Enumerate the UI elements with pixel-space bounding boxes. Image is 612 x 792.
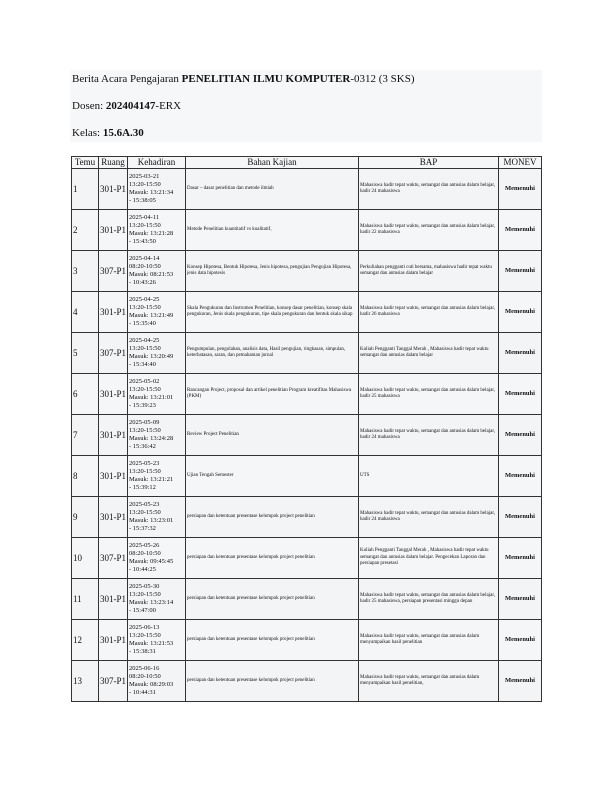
cell-bap: Mahasiswa hadir tepat waktu, semangat dan antusias dalam belajar, hadir 22 mahasiswa [359, 210, 499, 251]
attendance-checkin: Masuk: 08:21:53 [129, 271, 174, 278]
attendance-schedule: 13:20-15:50 [129, 304, 161, 311]
table-row [72, 497, 542, 538]
cell-bahan-kajian: persiapan dan ketentuan presentase kelompok project penelitian [186, 538, 359, 579]
cell-ruang: 301-P1 [99, 415, 128, 456]
cell-bahan-kajian: Review Project Penelitian [186, 415, 359, 456]
cell-ruang: 301-P1 [99, 456, 128, 497]
attendance-schedule: 13:20-15:50 [129, 632, 161, 639]
attendance-checkin: Masuk: 13:21:49 [129, 312, 174, 319]
cell-temu: 8 [72, 456, 99, 497]
col-header-ruang: Ruang [99, 157, 128, 169]
col-header-kehadiran: Kehadiran [128, 157, 186, 169]
cell-bahan-kajian: Metode Penelitian kuantitatif vs kualitatif, [186, 210, 359, 251]
cell-bap: Kuliah Pengganti Tanggal Merah , Mahasiswa hadir tepat waktu semangat dan antusias dalam belajar. Pengecekan Laporan dan persiapan presetasi [359, 538, 499, 579]
course-name: PENELITIAN ILMU KOMPUTER [181, 73, 351, 85]
course-code: -0312 (3 SKS) [350, 73, 415, 85]
attendance-checkout: - 15:39:23 [129, 402, 156, 409]
cell-ruang: 307-P1 [99, 661, 128, 702]
cell-bap: Mahasiswa hadir tepat waktu, semangat dan antusias dalam belajar, hadir 25 mahasiswa, persiapan presentasi minggu depan [359, 579, 499, 620]
class-value: 15.6A.30 [102, 127, 144, 139]
cell-temu: 7 [72, 415, 99, 456]
attendance-schedule: 13:20-15:50 [129, 509, 161, 516]
attendance-schedule: 13:20-15:50 [129, 386, 161, 393]
attendance-date: 2025-05-02 [129, 378, 160, 385]
cell-kehadiran [128, 210, 186, 251]
cell-temu: 3 [72, 251, 99, 292]
attendance-schedule: 08:20-10:50 [129, 550, 161, 557]
table-row [72, 538, 542, 579]
cell-bahan-kajian: persiapan dan ketentuan presentase kelompok project penelitian [186, 497, 359, 538]
attendance-date: 2025-03-21 [129, 173, 160, 180]
cell-bahan-kajian: Skala Pengukuran dan Instrumen Penelitian, konsep dasar penelitian, konsep skala pengukuran, Jenis skala pengukuran, tipe skala pengukuran dan bentuk skala sikap [186, 292, 359, 333]
lecturer-id: 202404147 [105, 100, 156, 112]
attendance-checkout: - 10:43:26 [129, 279, 156, 286]
attendance-checkout: - 15:34:40 [129, 361, 156, 368]
cell-bap: Mahasiswa hadir tepat waktu, semangat dan antusias dalam belajar, hadir 24 mahasiswa [359, 415, 499, 456]
table-row [72, 579, 542, 620]
lecturer-label: Dosen: [72, 100, 106, 112]
attendance-checkout: - 15:43:50 [129, 238, 156, 245]
cell-bahan-kajian: Rancangan Project, proposal dan artikel penelitian Program kreatifitas Mahasiswa (PKM) [186, 374, 359, 415]
attendance-date: 2025-05-23 [129, 460, 160, 467]
lecturer-line [72, 100, 181, 112]
class-label: Kelas: [72, 127, 103, 139]
attendance-schedule: 08:20-10:50 [129, 263, 161, 270]
attendance-date: 2025-04-25 [129, 296, 160, 303]
cell-bap: Mahasiswa hadir tepat waktu, semangat dan antusias dalam belajar, hadir 24 mahasiswa [359, 497, 499, 538]
cell-ruang: 307-P1 [99, 251, 128, 292]
cell-monev: Memenuhi [499, 251, 542, 292]
document-header [70, 70, 542, 142]
cell-bap: Perkuliahan pengganti cuti bersama, mahasiswa hadir tepat waktu semangat dan antusias dalam belajar [359, 251, 499, 292]
attendance-checkin: Masuk: 08:29:03 [129, 681, 174, 688]
attendance-date: 2025-05-09 [129, 419, 160, 426]
course-title-line [72, 73, 415, 85]
col-header-bap: BAP [359, 157, 499, 169]
table-row [72, 415, 542, 456]
table-row [72, 251, 542, 292]
attendance-checkout: - 15:38:31 [129, 648, 156, 655]
cell-monev: Memenuhi [499, 620, 542, 661]
cell-bahan-kajian: persiapan dan ketentuan presentase kelompok project penelitian [186, 620, 359, 661]
cell-ruang: 301-P1 [99, 210, 128, 251]
attendance-schedule: 13:20-15:50 [129, 591, 161, 598]
cell-bahan-kajian: Dasar – dasar penelitian dan metode ilmiah [186, 169, 359, 210]
cell-ruang: 301-P1 [99, 292, 128, 333]
cell-bahan-kajian: persiapan dan ketentuan presentase kelompok project penelitian [186, 579, 359, 620]
cell-temu: 10 [72, 538, 99, 579]
cell-bap: Kuliah Pengganti Tanggal Merah , Mahasiswa hadir tepat waktu semangat dan antusias dalam belajar [359, 333, 499, 374]
cell-temu: 4 [72, 292, 99, 333]
cell-ruang: 301-P1 [99, 497, 128, 538]
cell-ruang: 307-P1 [99, 538, 128, 579]
table-row [72, 661, 542, 702]
attendance-schedule: 13:20-15:50 [129, 427, 161, 434]
cell-bap: UTS [359, 456, 499, 497]
cell-kehadiran [128, 538, 186, 579]
col-header-temu: Temu [72, 157, 99, 169]
attendance-schedule: 13:20-15:50 [129, 345, 161, 352]
col-header-monev: MONEV [499, 157, 542, 169]
cell-kehadiran [128, 661, 186, 702]
col-header-bahan-kajian: Bahan Kajian [186, 157, 359, 169]
table-row [72, 333, 542, 374]
cell-kehadiran [128, 251, 186, 292]
attendance-date: 2025-04-25 [129, 337, 160, 344]
attendance-date: 2025-05-30 [129, 583, 160, 590]
cell-ruang: 301-P1 [99, 620, 128, 661]
cell-bap: Mahasiswa hadir tepat waktu, semangat dan antusias dalam belajar, hadir 26 mahasiswa [359, 292, 499, 333]
attendance-date: 2025-06-16 [129, 665, 160, 672]
cell-bap: Mahasiswa hadir tepat waktu, semangat dan antusias dalam menyampaikan hasil penelitian, [359, 661, 499, 702]
cell-monev: Memenuhi [499, 292, 542, 333]
cell-temu: 5 [72, 333, 99, 374]
cell-bap: Mahasiswa hadir tepat waktu, semangat dan antusias dalam belajar, hadir 24 mahasiswa [359, 169, 499, 210]
table-header-row [72, 157, 542, 169]
attendance-checkin: Masuk: 09:45:45 [129, 558, 174, 565]
title-prefix: Berita Acara Pengajaran [72, 73, 182, 85]
attendance-date: 2025-05-23 [129, 501, 160, 508]
cell-kehadiran [128, 333, 186, 374]
class-line [72, 127, 144, 139]
attendance-checkin: Masuk: 13:21:01 [129, 394, 174, 401]
cell-temu: 6 [72, 374, 99, 415]
table-row [72, 210, 542, 251]
attendance-checkout: - 10:44:25 [129, 566, 156, 573]
cell-kehadiran [128, 415, 186, 456]
cell-temu: 11 [72, 579, 99, 620]
cell-kehadiran [128, 169, 186, 210]
cell-bap: Mahasiswa hadir tepat waktu, semangat dan antusias dalam belajar, hadir 25 mahasiswa [359, 374, 499, 415]
cell-bap: Mahasiswa hadir tepat waktu, semangat dan antusias dalam menyampaikan hasil penelitian [359, 620, 499, 661]
attendance-checkin: Masuk: 13:21:34 [129, 189, 174, 196]
attendance-checkin: Masuk: 13:21:21 [129, 476, 174, 483]
attendance-checkin: Masuk: 13:21:28 [129, 230, 174, 237]
cell-ruang: 307-P1 [99, 333, 128, 374]
table-row [72, 620, 542, 661]
cell-monev: Memenuhi [499, 661, 542, 702]
cell-bahan-kajian: persiapan dan ketentuan presentase kelompok project penelitian [186, 661, 359, 702]
cell-temu: 9 [72, 497, 99, 538]
cell-kehadiran [128, 456, 186, 497]
cell-monev: Memenuhi [499, 415, 542, 456]
cell-monev: Memenuhi [499, 210, 542, 251]
table-row [72, 374, 542, 415]
cell-temu: 2 [72, 210, 99, 251]
attendance-schedule: 08:20-10:50 [129, 673, 161, 680]
cell-monev: Memenuhi [499, 456, 542, 497]
attendance-date: 2025-06-13 [129, 624, 160, 631]
cell-monev: Memenuhi [499, 538, 542, 579]
cell-ruang: 301-P1 [99, 374, 128, 415]
cell-kehadiran [128, 497, 186, 538]
attendance-checkout: - 15:39:12 [129, 484, 156, 491]
attendance-checkout: - 15:38:05 [129, 197, 156, 204]
table-row [72, 169, 542, 210]
cell-ruang: 301-P1 [99, 579, 128, 620]
cell-monev: Memenuhi [499, 579, 542, 620]
attendance-schedule: 13:20-15:50 [129, 468, 161, 475]
lecturer-code: -ERX [155, 100, 182, 112]
attendance-checkin: Masuk: 13:24:28 [129, 435, 174, 442]
attendance-checkout: - 10:44:31 [129, 689, 156, 696]
teaching-record-table [71, 156, 542, 702]
cell-monev: Memenuhi [499, 374, 542, 415]
cell-kehadiran [128, 620, 186, 661]
attendance-checkin: Masuk: 13:23:01 [129, 517, 174, 524]
cell-temu: 13 [72, 661, 99, 702]
attendance-checkout: - 15:36:42 [129, 443, 156, 450]
cell-monev: Memenuhi [499, 169, 542, 210]
cell-kehadiran [128, 374, 186, 415]
attendance-date: 2025-04-14 [129, 255, 160, 262]
attendance-checkin: Masuk: 13:23:14 [129, 599, 174, 606]
cell-monev: Memenuhi [499, 497, 542, 538]
cell-bahan-kajian: Konsep Hipotesa, Bentuk Hipotesa, Jenis hipotesa, pengujian Pengujian Hipotesa, jenis data hipotesis [186, 251, 359, 292]
cell-monev: Memenuhi [499, 333, 542, 374]
attendance-date: 2025-04-11 [129, 214, 160, 221]
attendance-schedule: 13:20-15:50 [129, 222, 161, 229]
cell-bahan-kajian: Pengumpulan, pengolahan, analisis data, Hasil pengujian, ringkasan, simpulan, keterbatasan, saran, dan pemahaman jurnal [186, 333, 359, 374]
attendance-checkin: Masuk: 13:20:49 [129, 353, 174, 360]
table-row [72, 292, 542, 333]
attendance-checkin: Masuk: 13:21:53 [129, 640, 174, 647]
attendance-checkout: - 15:47:00 [129, 607, 156, 614]
attendance-schedule: 13:20-15:50 [129, 181, 161, 188]
cell-kehadiran [128, 579, 186, 620]
attendance-date: 2025-05-26 [129, 542, 160, 549]
cell-kehadiran [128, 292, 186, 333]
table-row [72, 456, 542, 497]
attendance-checkout: - 15:35:40 [129, 320, 156, 327]
cell-temu: 1 [72, 169, 99, 210]
cell-temu: 12 [72, 620, 99, 661]
attendance-checkout: - 15:37:32 [129, 525, 156, 532]
cell-bahan-kajian: Ujian Tengah Semester [186, 456, 359, 497]
cell-ruang: 301-P1 [99, 169, 128, 210]
